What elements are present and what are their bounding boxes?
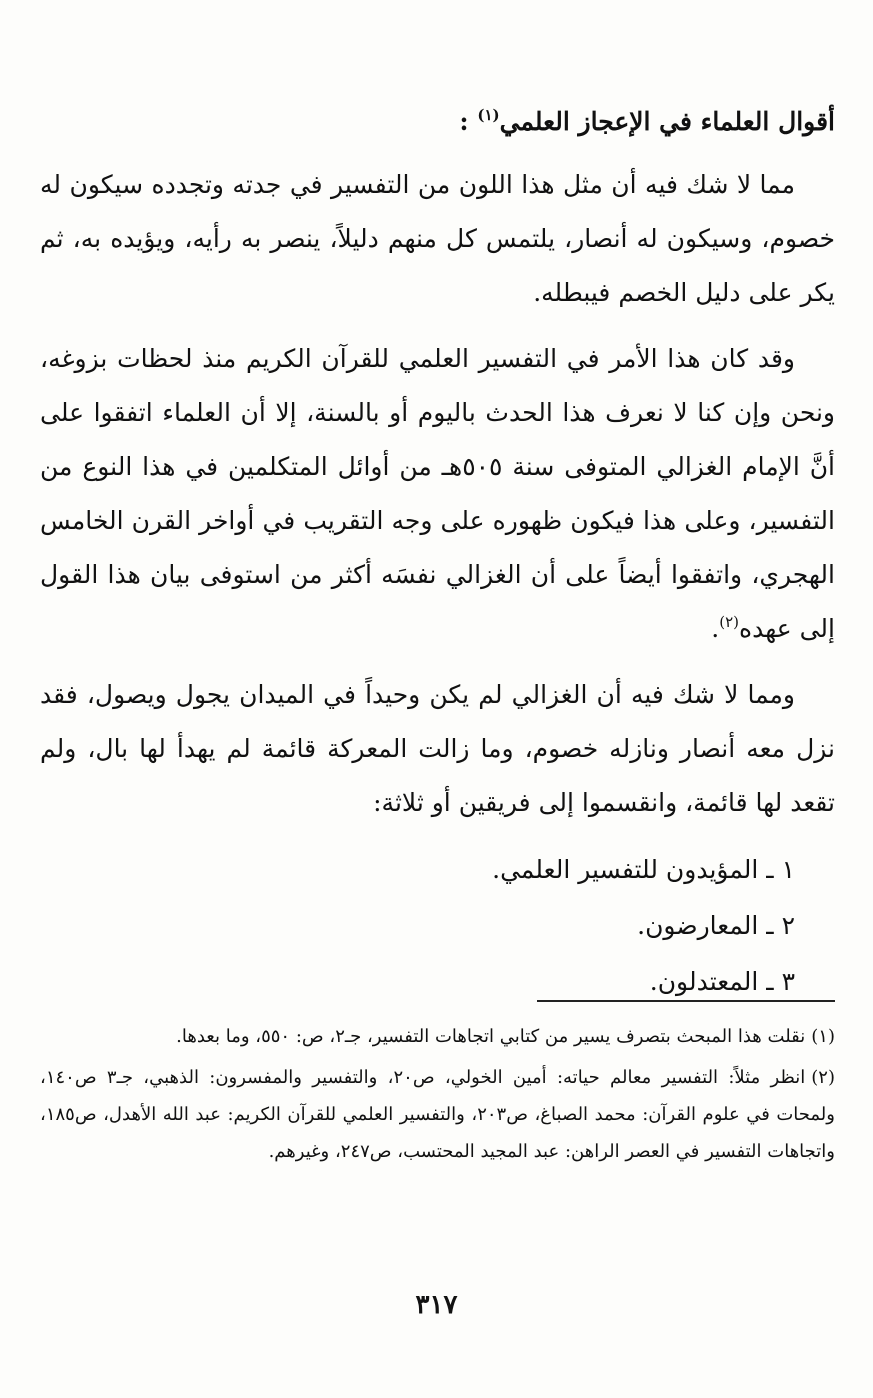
list-item-supporters: ١ ـ المؤيدون للتفسير العلمي. — [492, 855, 795, 884]
groups-list — [40, 842, 835, 1010]
list-item-opponents: ٢ ـ المعارضون. — [637, 911, 795, 940]
footnote-2-text: انظر مثلاً: التفسير معالم حياته: أمين الخولي، ص٢٠، والتفسير والمفسرون: الذهبي، جـ٣ ص١٤٠، ولمحات في علوم القرآن: محمد الصباغ، ص٢٠٣، والتفسير العلمي للقرآن الكريم: عبد الله الأهدل، ص١٨٥، واتجاهات التفسير في العصر الراهن: عبد المجيد المحتسب، ص٢٤٧، وغيرهم. — [40, 1067, 835, 1162]
footnote-ref-1[interactable]: (١) — [477, 106, 500, 124]
list-item-moderates: ٣ ـ المعتدلون. — [649, 967, 795, 996]
section-heading-text: أقوال العلماء في الإعجاز العلمي — [499, 107, 835, 136]
paragraph-1 — [40, 158, 835, 320]
paragraph-3 — [40, 668, 835, 830]
paragraph-1-text: مما لا شك فيه أن مثل هذا اللون من التفسير في جدته وتجدده سيكون له خصوم، وسيكون له أنصار، يلتمس كل منهم دليلاً، ينصر به رأيه، ويؤيده به، ثم يكر على دليل الخصم فيبطله. — [40, 170, 835, 307]
footnote-separator — [537, 1000, 835, 1002]
footnote-2-number: (٢) — [811, 1067, 835, 1088]
main-text — [40, 100, 835, 1010]
paragraph-2 — [40, 332, 835, 656]
paragraph-2-tail: . — [711, 614, 720, 643]
footnote-1 — [40, 1018, 835, 1055]
paragraph-3-text: ومما لا شك فيه أن الغزالي لم يكن وحيداً في الميدان يجول ويصول، فقد نزل معه أنصار ونازله خصوم، وما زالت المعركة قائمة لم يهدأ لها بال، ولم تقعد لها قائمة، وانقسموا إلى فريقين أو ثلاثة: — [40, 680, 835, 817]
section-heading-colon: : — [459, 107, 469, 136]
paragraph-2-text: وقد كان هذا الأمر في التفسير العلمي للقرآن الكريم منذ لحظات بزوغه، ونحن وإن كنا لا نعرف هذا الحدث باليوم أو بالسنة، إلا أن العلماء اتفقوا على أنَّ الإمام الغزالي المتوفى سنة ٥٠٥هـ من أوائل المتكلمين في هذا النوع من التفسير، وعلى هذا فيكون ظهوره على وجه التقريب في أواخر القرن الخامس الهجري، واتفقوا أيضاً على أن الغزالي نفسَه أكثر من استوفى بيان هذا القول إلى عهده — [40, 344, 835, 643]
footnotes — [40, 1018, 835, 1174]
page-number: ٣١٧ — [415, 1290, 458, 1320]
footnote-1-text: نقلت هذا المبحث بتصرف يسير من كتابي اتجاهات التفسير، جـ٢، ص: ٥٥٠، وما بعدها. — [176, 1026, 806, 1047]
footnote-1-number: (١) — [811, 1026, 835, 1047]
footnote-2 — [40, 1059, 835, 1170]
footnote-ref-2[interactable]: (٢) — [719, 613, 739, 631]
section-heading — [40, 100, 835, 144]
